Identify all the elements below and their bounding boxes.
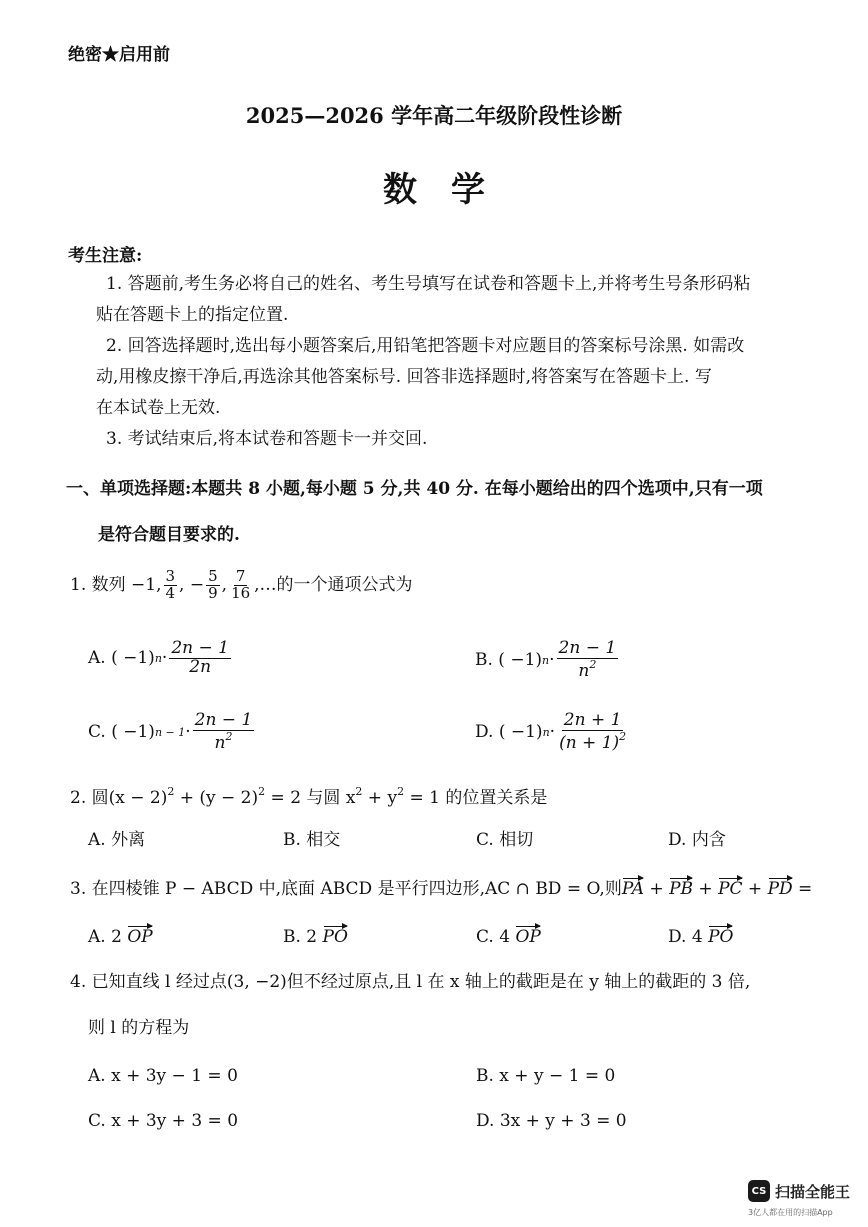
q3-b-vector: PO [322,927,348,947]
q1-f3-den: 16 [231,583,251,602]
q1-suffix: ,…的一个通项公式为 [254,574,413,595]
notice-line-5: 在本试卷上无效. [96,398,221,418]
confidential-label: 绝密★启用前 [68,45,170,65]
q1-d-num: 2n + 1 [563,710,622,730]
q1-sep-1: , − [179,574,205,595]
q3-b-label: B. 2 [283,927,323,947]
q1-option-c [88,712,256,753]
q2-part-b: + (y − 2) [174,788,259,808]
q2-exp-2: 2 [258,785,266,798]
q1-b-dot: · [549,649,555,670]
q1-c-num: 2n − 1 [194,710,253,730]
q3-d-label: D. 4 [668,927,709,947]
q2-option-d: D. 内含 [668,830,726,850]
q1-c-dot: · [185,721,191,742]
q1-sep-2: , [221,574,228,595]
q1-c-exp: n − 1 [154,725,186,739]
scanner-tagline: 3亿人都在用的扫描App [748,1208,833,1217]
question-4-line-1: 4. 已知直线 l 经过点(3, −2)但不经过原点,且 l 在 x 轴上的截距是在 y 轴上的截距的 3 倍, [70,972,751,992]
q1-fraction-2 [206,569,220,602]
notice-line-3: 2. 回答选择题时,选出每小题答案后,用铅笔把答题卡对应题目的答案标号涂黑. 如需改 [106,336,745,356]
q3-c-vector: OP [515,927,541,947]
q1-a-base: A. ( −1) [88,647,155,668]
exam-title: 2025—2026 学年高二年级阶段性诊断 [245,103,623,128]
q1-f1-den: 4 [165,583,176,602]
q4-option-d: D. 3x + y + 3 = 0 [476,1111,627,1131]
q1-f1-num: 3 [165,567,176,585]
q1-d-base: D. ( −1) [475,721,543,742]
q3-vector-pd: PD [767,879,793,899]
q3-vector-pb: PB [669,879,693,899]
q1-d-dot: · [549,721,556,742]
q1-c-den [212,731,234,753]
q2-option-b: B. 相交 [283,830,341,850]
q3-equals: = [792,879,813,899]
q1-b-den-base: n [578,660,590,681]
q3-option-a [88,925,153,946]
q2-option-c: C. 相切 [476,830,534,850]
q1-f2-den: 9 [208,583,218,602]
q1-d-den-exp: 2 [619,729,627,743]
q2-exp-4: 2 [397,785,405,798]
scanner-watermark [748,1180,850,1202]
q3-option-b [283,925,348,946]
q1-b-fraction [557,640,619,681]
q3-option-c [476,925,541,946]
q1-b-num: 2n − 1 [558,638,617,658]
q3-c-label: C. 4 [476,927,516,947]
q1-d-den [557,731,628,753]
q1-option-a [88,640,233,677]
q2-part-c: = 2 与圆 x [265,788,356,808]
q1-option-d [475,712,630,753]
q4-option-a: A. x + 3y − 1 = 0 [88,1066,238,1086]
subject-title: 数 学 [383,170,485,210]
q1-a-num: 2n − 1 [171,638,229,658]
q3-vector-pa: PA [621,879,644,899]
q2-exp-1: 2 [167,785,175,798]
q2-part-a: 2. 圆(x − 2) [70,788,168,808]
question-3-stem [70,877,812,898]
q1-a-exp: n [154,651,162,665]
q1-fraction-3 [229,569,252,602]
q4-option-c: C. x + 3y + 3 = 0 [88,1111,239,1131]
q1-f3-num: 7 [235,567,246,585]
notice-line-1: 1. 答题前,考生务必将自己的姓名、考生号填写在试卷和答题卡上,并将考生号条形码粘 [106,274,751,294]
section-heading-line-1: 一、单项选择题:本题共 8 小题,每小题 5 分,共 40 分. 在每小题给出的四个选项中,只有一项 [66,479,763,499]
q3-plus-3: + [742,879,768,899]
q4-option-b: B. x + y − 1 = 0 [476,1066,616,1086]
question-2-stem [70,786,547,807]
question-1-stem [70,569,413,602]
q3-text: 3. 在四棱锥 P − ABCD 中,底面 ABCD 是平行四边形,AC ∩ BD = O,则 [70,879,622,899]
q2-part-d: + y [362,788,398,808]
notice-line-4: 动,用橡皮擦干净后,再选涂其他答案标号. 回答非选择题时,将答案写在答题卡上. 写 [96,367,712,387]
q1-b-den [576,659,598,681]
q2-exp-3: 2 [355,785,363,798]
scanner-name: 扫描全能王 [775,1182,851,1201]
q1-c-den-base: n [214,732,226,753]
q3-vector-pc: PC [718,879,743,899]
q3-plus-2: + [693,879,719,899]
q1-b-den-exp: 2 [589,657,597,671]
q1-option-b [475,640,620,681]
q2-part-e: = 1 的位置关系是 [404,788,548,808]
q1-a-fraction [169,640,231,677]
q1-c-den-exp: 2 [225,729,233,743]
q1-f2-num: 5 [208,567,218,585]
notice-line-6: 3. 考试结束后,将本试卷和答题卡一并交回. [106,429,428,449]
q3-plus-1: + [644,879,670,899]
q2-option-a: A. 外离 [88,830,146,850]
q1-d-fraction [557,712,628,753]
notice-heading: 考生注意: [68,246,143,266]
q3-d-vector: PO [708,927,734,947]
scanner-logo-icon: CS [748,1180,770,1202]
q1-b-exp: n [542,653,550,667]
q3-a-vector: OP [127,927,153,947]
notice-line-2: 贴在答题卡上的指定位置. [96,305,289,325]
q1-d-exp: n [542,725,550,739]
q1-b-base: B. ( −1) [475,649,543,670]
q1-a-dot: · [161,647,168,668]
q3-option-d [668,925,733,946]
section-heading-line-2: 是符合题目要求的. [98,525,240,545]
q1-fraction-1 [164,569,178,602]
question-4-line-2: 则 l 的方程为 [88,1018,190,1038]
q1-c-fraction [193,712,255,753]
q1-c-base: C. ( −1) [88,721,155,742]
q1-d-den-base: (n + 1) [559,732,620,753]
q1-a-den: 2n [189,656,212,677]
q3-a-label: A. 2 [88,927,128,947]
q1-prefix: 1. 数列 −1, [70,574,162,595]
